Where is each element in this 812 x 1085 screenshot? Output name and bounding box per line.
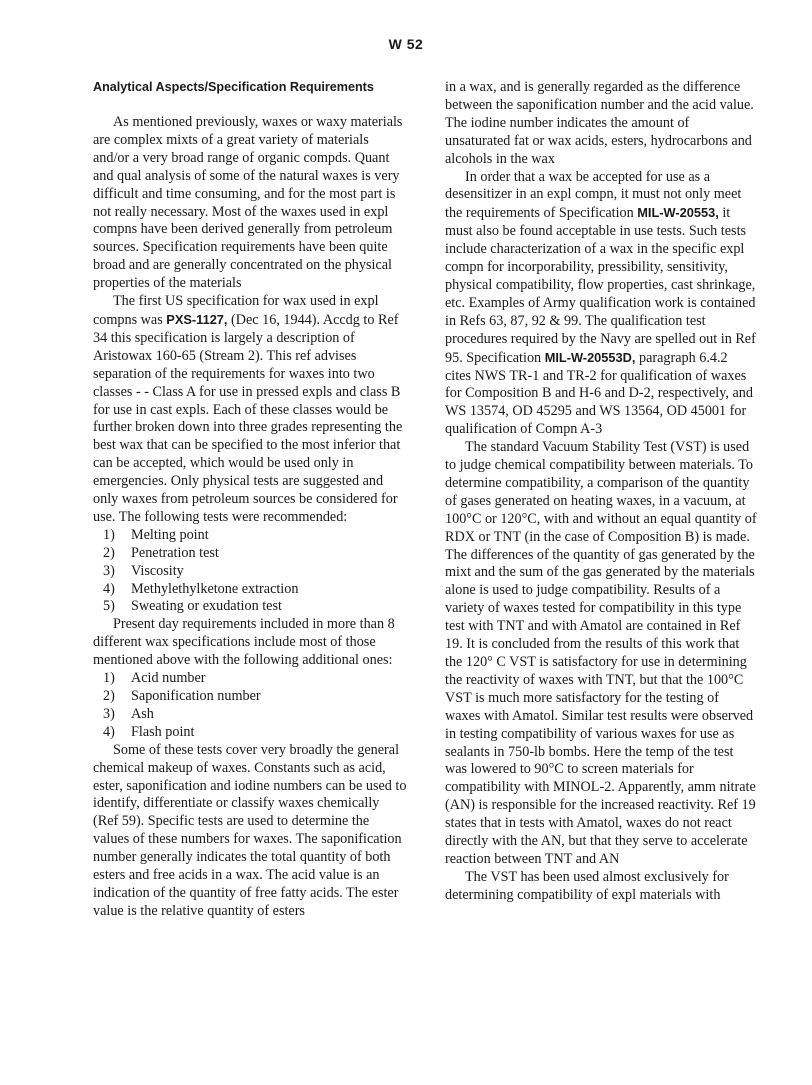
left-column bbox=[93, 79, 408, 921]
paragraph: As mentioned previously, waxes or waxy materials are complex mixts of a great variety of materials and/or a very broad range of organic compds. Quant and qual analysis of some of the natural waxes is very difficult and time consuming, and for the most part is not really necessary. Most of the waxes used in expl compns have been derived generally from petroleum sources. Specification requirements have been quite broad and are generally concentrated on the physical properties of the materials bbox=[93, 114, 403, 292]
paragraph: Present day requirements included in more than 8 different wax specifications include most of those mentioned above with the following additional ones: bbox=[93, 616, 395, 669]
spec-reference: PXS-1127, bbox=[166, 311, 228, 327]
list-item: 3) Viscosity bbox=[103, 562, 184, 579]
list-item: 1) Acid number bbox=[103, 670, 206, 687]
list-item: 4) Methylethylketone extraction bbox=[103, 580, 299, 597]
list-item: 3) Ash bbox=[103, 705, 154, 722]
list-item: 2) Saponification number bbox=[103, 688, 261, 704]
section-heading: Analytical Aspects/Specification Requirements bbox=[93, 80, 374, 94]
paragraph: The VST has been used almost exclusively for determining compatibility of expl materials with bbox=[445, 868, 729, 903]
list-item: 1) Melting point bbox=[103, 526, 209, 543]
paragraph: The first US specification for wax used in expl compns was PXS-1127, (Dec 16, 1944). Accdg to Ref 34 this specification is largely a description of Aristowax 160-65 (Stream 2). This ref advises separation of the requirements for waxes into two classes - - Class A for use in pressed expls and class B for use in cast expls. Each of these classes would be further broken down into three grades representing the best wax that can be specified to the most inferior that can be accepted, which would be used only in emergencies. Only physical tests are suggested and only waxes from petroleum sources be considered for use. The following tests were recommended: bbox=[93, 293, 403, 525]
spec-reference: MIL-W-20553D, bbox=[544, 349, 636, 365]
page-header: W 52 bbox=[388, 36, 424, 52]
paragraph: The standard Vacuum Stability Test (VST) is used to judge chemical compatibility between materials. To determine compatibility, a comparison of the quantity of gases generated on heating waxes, in a vacuum, at 100°C or 120°C, with and without an equal quantity of RDX or TNT (in the case of Composition B) is made. The differences of the quantity of gas generated by the mixt and the sum of the gas generated by the materials alone is used to judge compatibility. Results of a variety of waxes tested for compatibility in this type test with TNT and with Amatol are contained in Ref 19. It is concluded from the results of this work that the 120° C VST is satisfactory for use in determining the reactivity of waxes with TNT, but that the 100°C VST is much more satisfactory for the testing of waxes with Amatol. Similar test results were observed in testing compatibility of various waxes for use as sealants in 750-lb bombs. Here the temp of the test was lowered to 90°C to screen materials for compatibility with MINOL-2. Apparently, amm nitrate (AN) is responsible for the increased reactivity. Ref 19 states that in tests with Amatol, waxes do not react directly with the AN, but that they serve to accelerate reaction between TNT and AN bbox=[445, 439, 757, 867]
paragraph: in a wax, and is generally regarded as the difference between the saponification number and the acid value. The iodine number indicates the amount of unsaturated fat or wax acids, esters, hydrocarbons and alcohols in the wax bbox=[445, 79, 754, 167]
list-item: 2) Penetration test bbox=[103, 544, 219, 561]
right-column bbox=[445, 79, 757, 905]
spec-reference: MIL-W-20553, bbox=[637, 205, 719, 221]
paragraph: Some of these tests cover very broadly the general chemical makeup of waxes. Constants such as acid, ester, saponification and iodine numbers can be used to identify, differentiate or classify waxes chemically (Ref 59). Specific tests are used to determine the values of these numbers for waxes. The saponification number generally indicates the total quantity of both esters and free acids in a wax. The acid value is an indication of the quantity of free fatty acids. The ester value is the relative quantity of esters bbox=[93, 741, 407, 919]
paragraph: In order that a wax be accepted for use as a desensitizer in an expl compn, it must not only meet the requirements of Specification MIL-W-20553, it must also be found acceptable in use tests. Such tests include characterization of a wax in the specific expl compn for incorporability, pressibility, sensitivity, physical compatibility, flow properties, cast shrinkage, etc. Examples of Army qualification work is contained in Refs 63, 87, 92 & 99. The qualification test procedures required by the Navy are spelled out in Ref 95. Specification MIL-W-20553D, paragraph 6.4.2 cites NWS TR-1 and TR-2 for qualification of waxes for Composition B and H-6 and D-2, respectively, and WS 13574, OD 45295 and WS 13564, OD 45001 for qualification of Compn A-3 bbox=[445, 168, 756, 438]
list-item: 4) Flash point bbox=[103, 723, 195, 740]
list-item: 5) Sweating or exudation test bbox=[103, 598, 282, 615]
additional-tests-list bbox=[93, 670, 408, 742]
recommended-tests-list bbox=[93, 527, 408, 617]
